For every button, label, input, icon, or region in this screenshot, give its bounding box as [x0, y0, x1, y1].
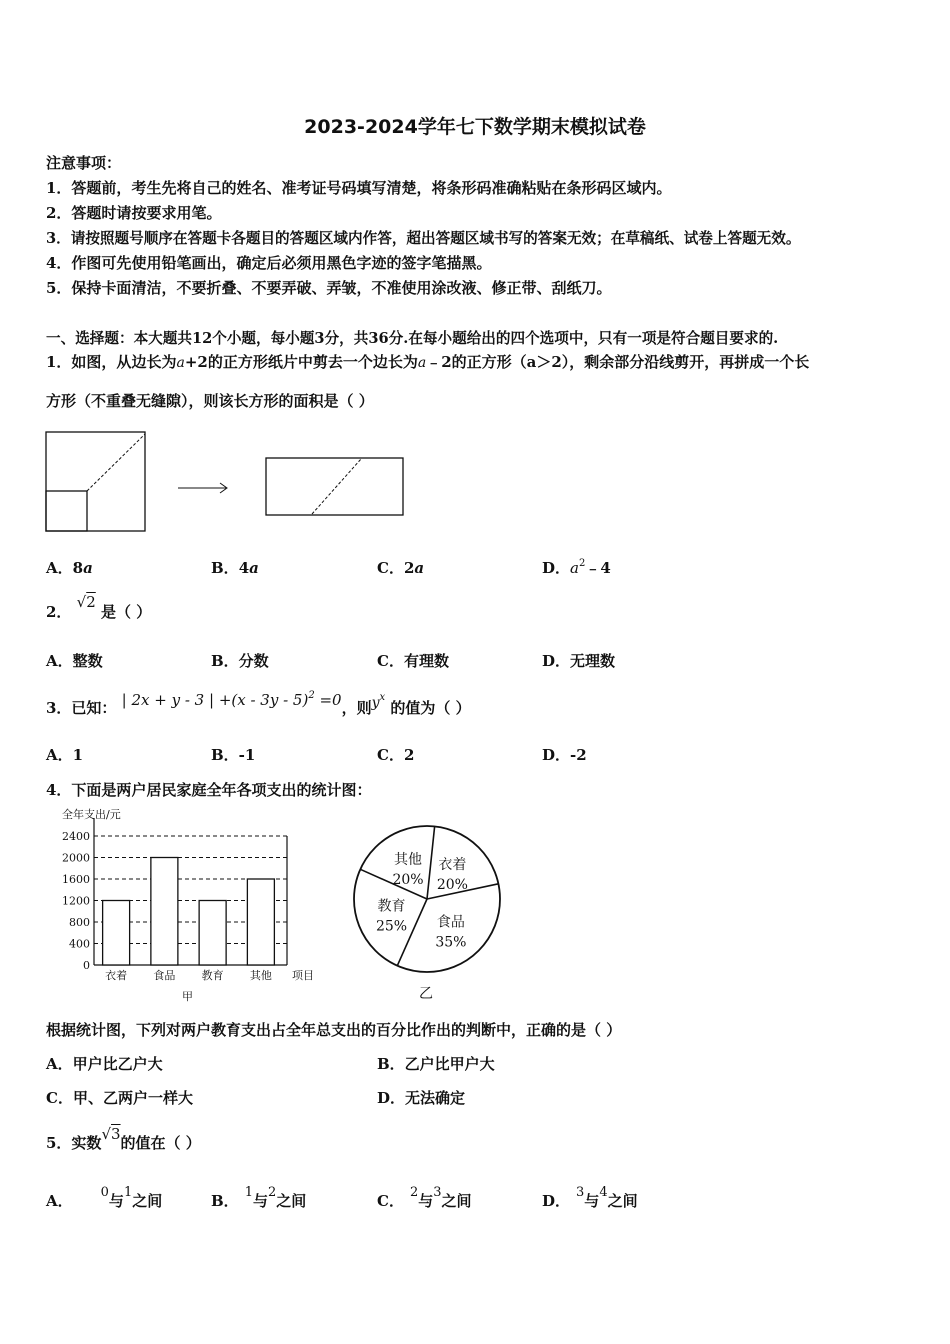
note-item-1: 1．答题前，考生先将自己的姓名、准考证号码填写清楚，将条形码准确粘贴在条形码区域内。: [46, 179, 672, 197]
question-5: [46, 1125, 201, 1153]
q3-number: 3．已知：: [46, 699, 117, 717]
q1-option-a[interactable]: A．8a: [46, 559, 93, 577]
bar-chart-ylabel: 全年支出/元: [62, 808, 121, 821]
q4-option-b[interactable]: B．乙户比甲户大: [377, 1055, 495, 1073]
x-tick-label: 衣着: [105, 969, 128, 982]
q3-option-a[interactable]: A．1: [46, 746, 84, 764]
q1-var-a1: a: [176, 355, 185, 371]
bar-教育: [199, 901, 226, 966]
question-4: 4．下面是两户居民家庭全年各项支出的统计图：: [46, 781, 372, 799]
q4-option-c[interactable]: C．甲、乙两户一样大: [46, 1089, 193, 1107]
q1-text-c: ﹣2的正方形（a＞2），剩余部分沿线剪开，再拼成一个长: [426, 353, 810, 371]
q2-option-b[interactable]: B．分数: [211, 652, 269, 670]
question-1-line2: 方形（不重叠无缝隙），则该长方形的面积是（ ）: [46, 392, 374, 410]
pie-label: 食品: [436, 914, 465, 931]
y-tick-label: 0: [83, 959, 90, 972]
q3-option-b[interactable]: B．-1: [211, 746, 256, 764]
note-item-2: 2．答题时请按要求用笔。: [46, 204, 222, 222]
q3-equation: | 2x + y - 3 | +(x - 3y - 5)$^2$ =0: [121, 690, 342, 709]
question-3: 3．已知： | 2x + y - 3 | +(x - 3y - 5)$^2$ =0，则$y^x$ 的值为（ ）: [46, 690, 471, 717]
q1-figure: [40, 428, 420, 538]
q4-option-a[interactable]: A．甲户比乙户大: [46, 1055, 163, 1073]
q3-yx: $y^x$: [371, 692, 386, 711]
q5-sqrt: √3: [101, 1125, 121, 1143]
large-square: [46, 432, 145, 531]
x-tick-label: 食品: [153, 969, 176, 982]
pie-chart: [340, 812, 520, 1007]
y-tick-label: 400: [69, 937, 90, 951]
y-tick-label: 2400: [62, 830, 90, 843]
y-tick-label: 1600: [62, 873, 90, 886]
bar-食品: [151, 858, 178, 966]
q5-option-d[interactable]: D． 3与4之间: [542, 1185, 638, 1210]
note-item-5: 5．保持卡面清洁，不要折叠、不要弄破、弄皱，不准使用涂改液、修正带、刮纸刀。: [46, 279, 612, 297]
question-2: [46, 593, 152, 622]
x-tick-label: 教育: [201, 969, 224, 982]
page-title: 2023-2024学年七下数学期末模拟试卷: [304, 116, 646, 138]
y-tick-label: 2000: [62, 851, 90, 865]
q1-option-c[interactable]: C．2a: [377, 559, 425, 577]
notes-heading: 注意事项：: [46, 154, 122, 172]
note-item-4: 4．作图可先使用铅笔画出，确定后必须用黑色字迹的签字笔描黑。: [46, 254, 492, 272]
q2-option-d[interactable]: D．无理数: [542, 652, 616, 670]
pie-value-label: 25%: [375, 918, 408, 935]
q1-text-a: 1．如图，从边长为: [46, 353, 177, 371]
q1-var-a2: a: [417, 355, 427, 371]
bar-衣着: [103, 901, 130, 966]
q2-sqrt: √2: [76, 593, 96, 611]
q3-text: 的值为（ ）: [390, 699, 471, 717]
q1-option-d[interactable]: D．$a^2﹣4$: [542, 558, 611, 577]
q4-question: 根据统计图，下列对两户教育支出占全年总支出的百分比作出的判断中，正确的是（ ）: [46, 1021, 622, 1039]
pie-label: 其他: [394, 852, 423, 869]
bar-chart-title: 甲: [182, 990, 193, 1003]
section-heading: 一、选择题：本大题共12个小题，每小题3分，共36分.在每小题给出的四个选项中，只有一项是符合题目要求的.: [46, 330, 779, 347]
q2-number: 2．: [46, 603, 72, 621]
q2-option-a[interactable]: A．整数: [46, 652, 103, 670]
pie-label: 教育: [377, 898, 406, 915]
note-item-3: 3．请按照题号顺序在答题卡各题目的答题区域内作答，超出答题区域书写的答案无效；在草稿纸、试卷上答题无效。: [46, 230, 801, 247]
pie-label: 衣着: [438, 856, 467, 873]
y-tick-label: 800: [69, 916, 90, 929]
bar-其他: [247, 879, 274, 965]
x-tick-label: 其他: [249, 969, 272, 982]
q1-text-b: +2的正方形纸片中剪去一个边长为: [184, 353, 418, 371]
question-1-line1: [46, 351, 809, 372]
q4-option-d[interactable]: D．无法确定: [377, 1089, 466, 1107]
small-square: [46, 491, 87, 531]
cut-line: [87, 434, 145, 491]
bar-chart-xlabel: 项目: [292, 969, 314, 982]
q5-option-a[interactable]: A． 0与1之间: [46, 1185, 163, 1210]
pie-value-label: 20%: [392, 872, 424, 889]
y-tick-label: 1200: [62, 894, 90, 908]
pie-chart-title: 乙: [419, 986, 433, 1002]
q5-number: 5．实数: [46, 1134, 102, 1152]
pie-value-label: 20%: [436, 876, 468, 893]
rect-cut-line: [312, 459, 361, 514]
q3-option-d[interactable]: D．-2: [542, 746, 587, 764]
q3-option-c[interactable]: C．2: [377, 746, 415, 764]
bar-chart: [44, 800, 334, 1005]
rectangle: [266, 458, 403, 515]
q2-text: 是（ ）: [101, 603, 152, 621]
q5-option-b[interactable]: B． 1与2之间: [211, 1185, 307, 1210]
q5-option-c[interactable]: C． 2与3之间: [377, 1185, 472, 1210]
q5-text: 的值在（ ）: [120, 1134, 201, 1152]
pie-value-label: 35%: [435, 934, 467, 951]
q1-option-b[interactable]: B．4a: [211, 559, 259, 577]
q2-option-c[interactable]: C．有理数: [377, 652, 449, 670]
